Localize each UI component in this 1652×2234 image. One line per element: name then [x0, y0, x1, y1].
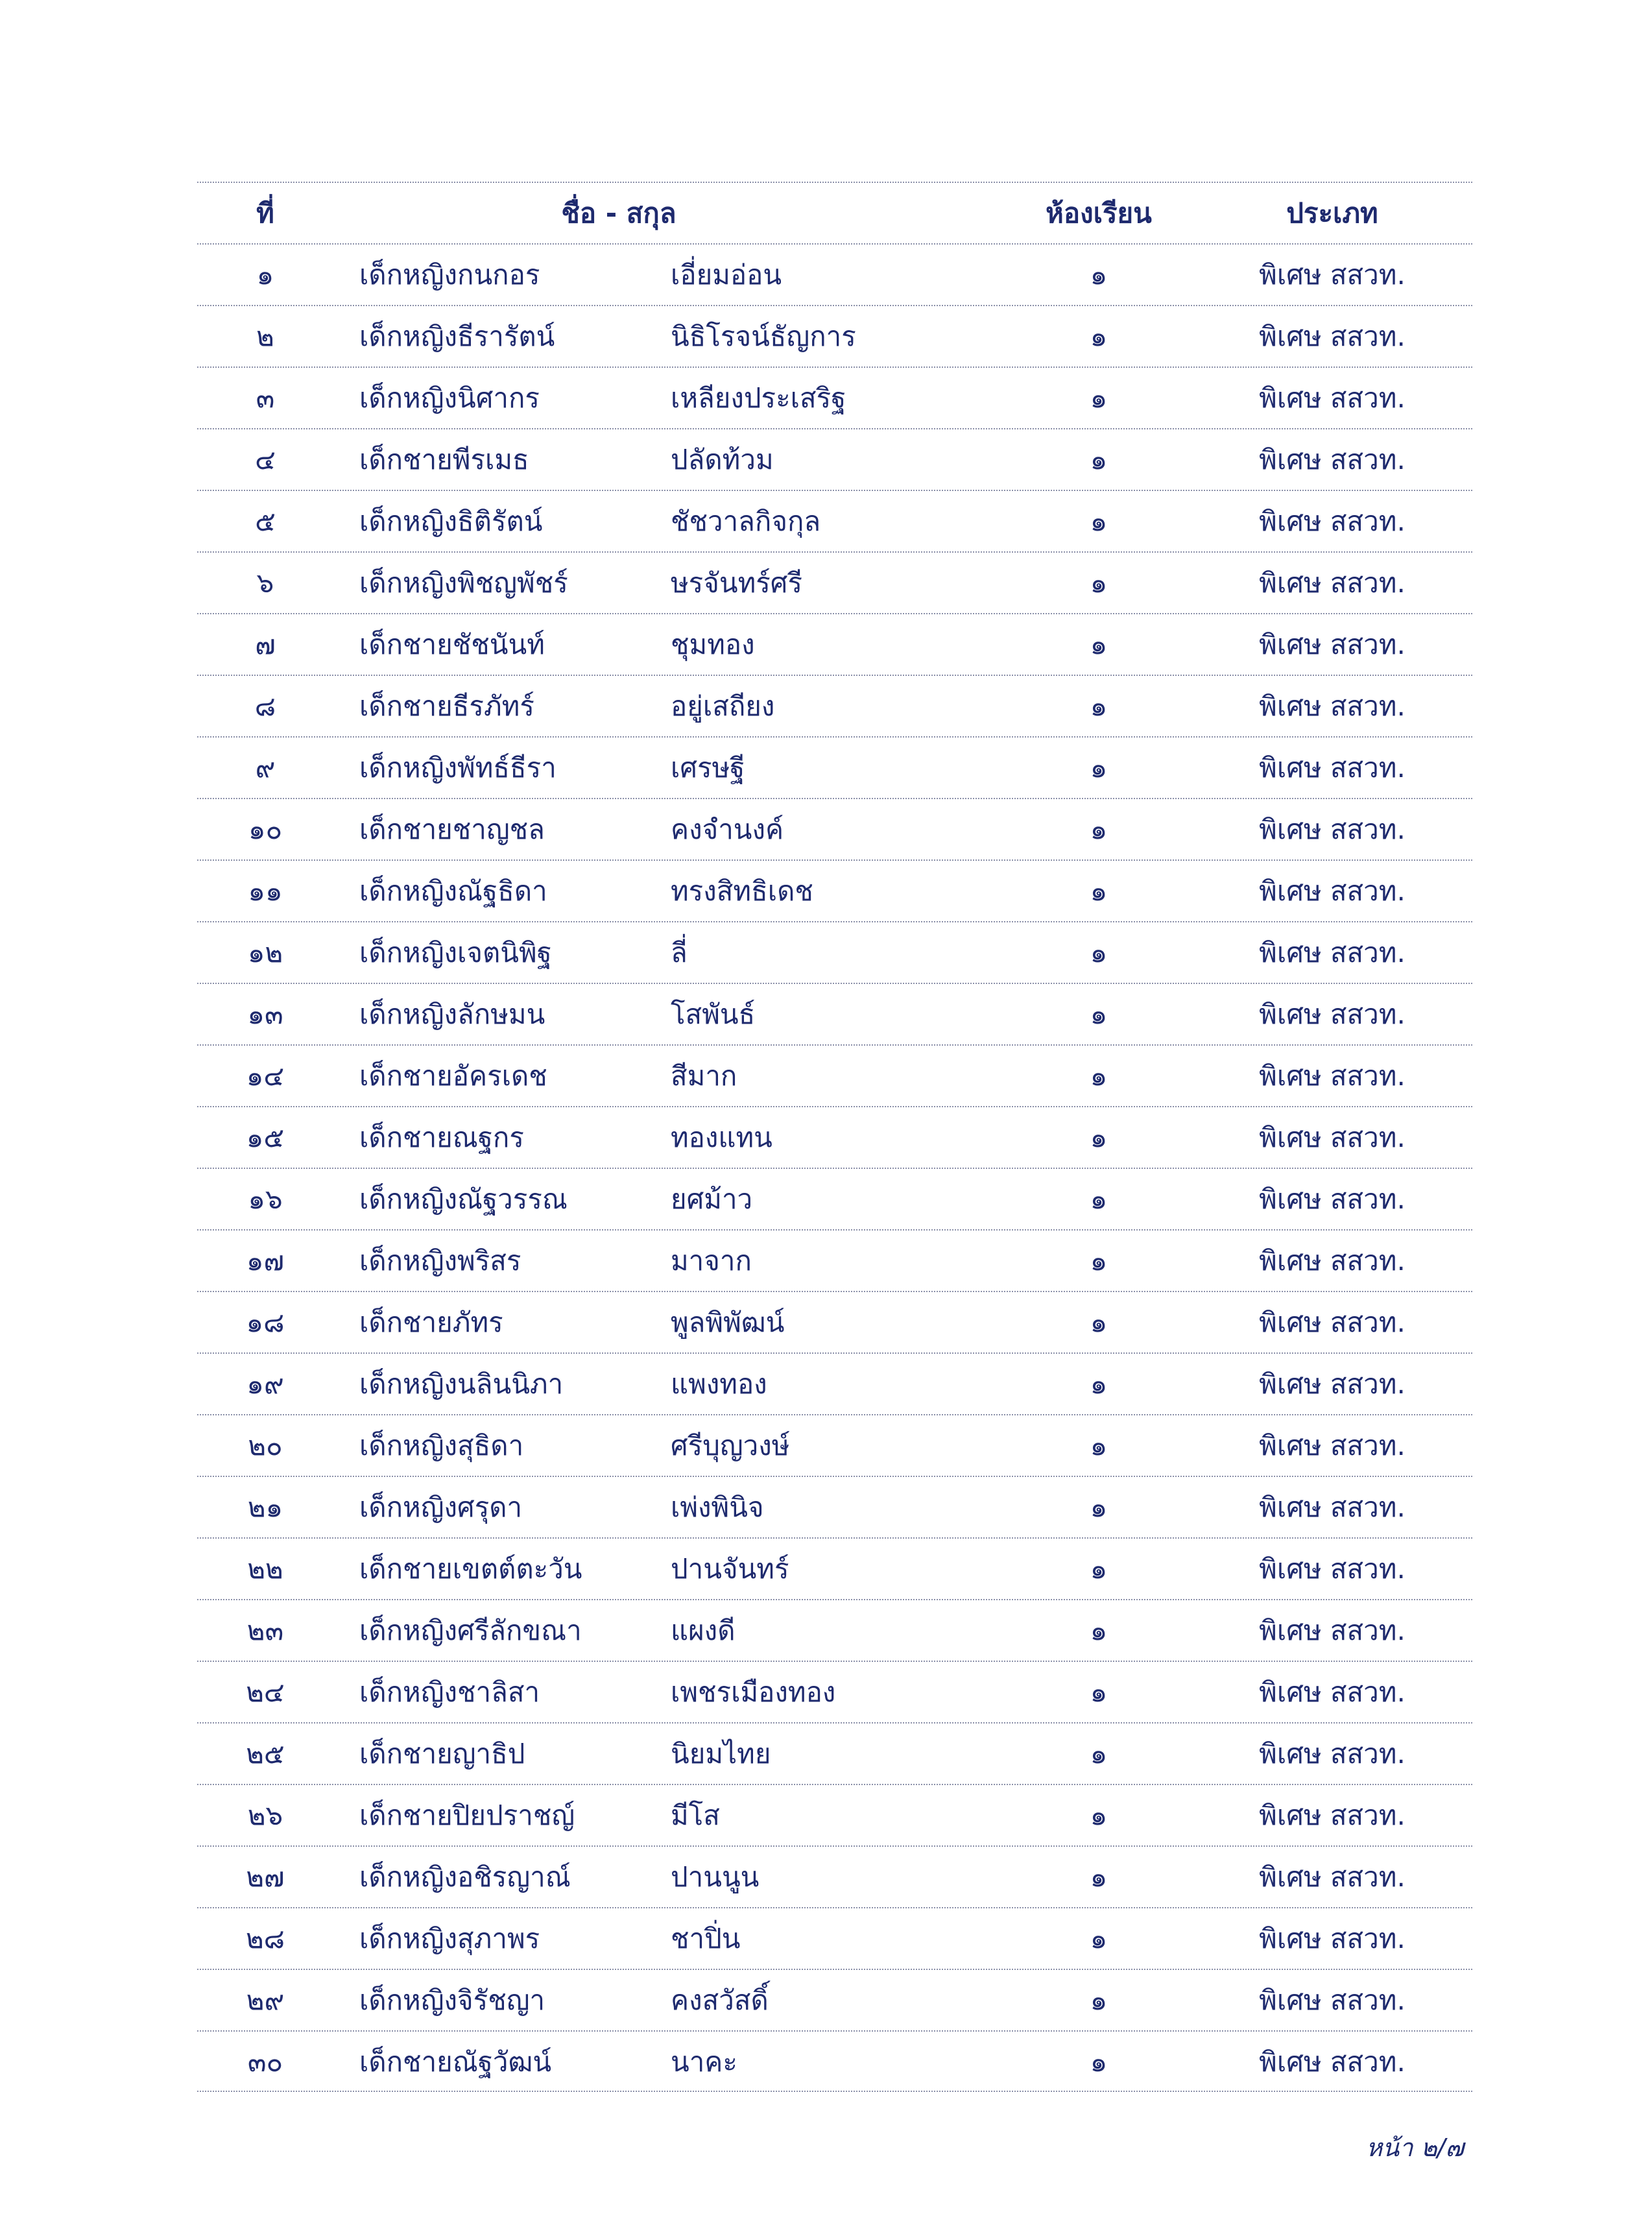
table-row [197, 1168, 1472, 1229]
classroom: ๑ [1090, 1122, 1108, 1153]
student-surname: แพงทอง [671, 1368, 767, 1400]
student-name: เด็กหญิงพัทธ์ธีรา [359, 752, 557, 784]
student-name: เด็กหญิงพริสร [359, 1245, 521, 1277]
classroom: ๑ [1090, 937, 1108, 968]
classroom: ๑ [1090, 1615, 1108, 1646]
table-row [197, 1784, 1472, 1845]
classroom: ๑ [1090, 1923, 1108, 1954]
row-number: ๒๗ [246, 1861, 285, 1893]
student-surname: ยศม้าว [671, 1183, 753, 1215]
row-number: ๑๒ [247, 937, 283, 968]
page-number: หน้า ๒/๗ [1366, 2133, 1464, 2162]
program-type: พิเศษ สสวท. [1259, 1553, 1406, 1585]
program-type: พิเศษ สสวท. [1259, 998, 1406, 1030]
row-number: ๒๖ [247, 1799, 283, 1831]
classroom: ๑ [1090, 1861, 1108, 1893]
program-type: พิเศษ สสวท. [1259, 1122, 1406, 1153]
classroom: ๑ [1090, 1553, 1108, 1585]
classroom: ๑ [1090, 444, 1108, 475]
student-surname: เพ่งพินิจ [671, 1491, 764, 1523]
student-surname: ชุมทอง [671, 629, 755, 660]
student-surname: คงสวัสดิ์ [671, 1984, 769, 2016]
table-row [197, 551, 1472, 613]
classroom: ๑ [1090, 813, 1108, 845]
table-row [197, 1229, 1472, 1291]
program-type: พิเศษ สสวท. [1259, 1861, 1406, 1893]
program-type: พิเศษ สสวท. [1259, 937, 1406, 968]
row-number: ๒๔ [246, 1676, 285, 1708]
row-number: ๑๘ [246, 1306, 285, 1338]
classroom: ๑ [1090, 998, 1108, 1030]
program-type: พิเศษ สสวท. [1259, 1368, 1406, 1400]
row-number: ๑๗ [246, 1245, 285, 1277]
student-surname: ทรงสิทธิเดช [671, 875, 813, 907]
row-number: ๒๓ [246, 1615, 284, 1646]
student-name: เด็กชายเขตต์ตะวัน [359, 1553, 582, 1585]
header-room: ห้องเรียน [1046, 197, 1152, 229]
program-type: พิเศษ สสวท. [1259, 1060, 1406, 1092]
row-number: ๑๔ [246, 1060, 285, 1092]
classroom: ๑ [1090, 752, 1108, 784]
classroom: ๑ [1090, 320, 1108, 352]
program-type: พิเศษ สสวท. [1259, 1245, 1406, 1277]
program-type: พิเศษ สสวท. [1259, 1615, 1406, 1646]
student-surname: นิธิโรจน์ธัญการ [671, 320, 856, 352]
classroom: ๑ [1090, 1245, 1108, 1277]
classroom: ๑ [1090, 1799, 1108, 1831]
program-type: พิเศษ สสวท. [1259, 1491, 1406, 1523]
program-type: พิเศษ สสวท. [1259, 875, 1406, 907]
program-type: พิเศษ สสวท. [1259, 1183, 1406, 1215]
student-name: เด็กชายธีรภัทร์ [359, 690, 534, 722]
student-surname: ชาปิ่น [671, 1923, 741, 1954]
classroom: ๑ [1090, 1430, 1108, 1461]
student-name: เด็กหญิงศรุดา [359, 1491, 523, 1523]
row-number: ๑๕ [246, 1122, 285, 1153]
student-surname: นาคะ [671, 2046, 737, 2078]
student-surname: ชัชวาลกิจกุล [671, 505, 821, 537]
student-name: เด็กหญิงธิติรัตน์ [359, 505, 543, 537]
table-row [197, 1352, 1472, 1414]
row-number: ๑๙ [246, 1368, 284, 1400]
program-type: พิเศษ สสวท. [1259, 320, 1406, 352]
program-type: พิเศษ สสวท. [1259, 1306, 1406, 1338]
student-surname: คงจำนงค์ [671, 813, 784, 845]
header-name: ชื่อ - สกุล [561, 197, 676, 229]
program-type: พิเศษ สสวท. [1259, 752, 1406, 784]
program-type: พิเศษ สสวท. [1259, 1738, 1406, 1770]
table-row [197, 736, 1472, 798]
table-row [197, 859, 1472, 921]
table-row [197, 1537, 1472, 1599]
table-row [197, 1907, 1472, 1969]
student-name: เด็กหญิงณัฐวรรณ [359, 1183, 568, 1215]
student-surname: ษรจันทร์ศรี [671, 567, 803, 599]
row-number: ๖ [256, 567, 274, 599]
student-surname: ศรีบุญวงษ์ [671, 1430, 790, 1461]
row-number: ๙ [255, 752, 276, 784]
classroom: ๑ [1090, 629, 1108, 660]
program-type: พิเศษ สสวท. [1259, 505, 1406, 537]
student-name: เด็กหญิงณัฐธิดา [359, 875, 547, 907]
row-number: ๒๐ [248, 1430, 283, 1461]
table-row [197, 1661, 1472, 1722]
student-name: เด็กชายณัฐวัฒน์ [359, 2046, 552, 2078]
row-number: ๑๓ [247, 998, 283, 1030]
program-type: พิเศษ สสวท. [1259, 259, 1406, 291]
row-number: ๗ [255, 629, 276, 660]
row-number: ๒๙ [246, 1984, 285, 2016]
student-name: เด็กหญิงนลินนิภา [359, 1368, 564, 1400]
student-name: เด็กหญิงธีรารัตน์ [359, 320, 555, 352]
student-surname: เอี่ยมอ่อน [671, 259, 782, 291]
student-surname: ปลัดท้วม [671, 444, 774, 475]
student-name: เด็กชายชาญชล [359, 813, 545, 845]
student-surname: สีมาก [671, 1060, 737, 1092]
classroom: ๑ [1090, 875, 1108, 907]
row-number: ๑ [256, 259, 274, 291]
header-type: ประเภท [1286, 197, 1378, 229]
row-number: ๑๐ [248, 813, 283, 845]
program-type: พิเศษ สสวท. [1259, 690, 1406, 722]
student-name: เด็กหญิงพิชญพัชร์ [359, 567, 568, 599]
classroom: ๑ [1090, 1183, 1108, 1215]
row-number: ๒ [256, 320, 274, 352]
classroom: ๑ [1090, 567, 1108, 599]
student-surname: ปานจันทร์ [671, 1553, 789, 1585]
program-type: พิเศษ สสวท. [1259, 1799, 1406, 1831]
table-row [197, 243, 1472, 305]
row-number: ๒๑ [247, 1491, 283, 1523]
student-surname: ปานนูน [671, 1861, 760, 1893]
classroom: ๑ [1090, 1676, 1108, 1708]
classroom: ๑ [1090, 1984, 1108, 2016]
classroom: ๑ [1090, 690, 1108, 722]
table-row [197, 1044, 1472, 1106]
student-name: เด็กหญิงนิศากร [359, 382, 540, 414]
program-type: พิเศษ สสวท. [1259, 1984, 1406, 2016]
classroom: ๑ [1090, 259, 1108, 291]
student-surname: เพชรเมืองทอง [671, 1676, 836, 1708]
table-row [197, 675, 1472, 736]
program-type: พิเศษ สสวท. [1259, 1430, 1406, 1461]
program-type: พิเศษ สสวท. [1259, 444, 1406, 475]
table-row [197, 613, 1472, 675]
student-list-table [197, 182, 1472, 2092]
student-name: เด็กหญิงสุภาพร [359, 1923, 540, 1954]
table-row [197, 1599, 1472, 1661]
table-row [197, 2030, 1472, 2092]
student-name: เด็กหญิงลักษมน [359, 998, 545, 1030]
header-no: ที่ [256, 197, 274, 229]
student-name: เด็กชายปิยปราชญ์ [359, 1799, 575, 1831]
table-row [197, 1969, 1472, 2030]
row-number: ๒๒ [247, 1553, 283, 1585]
student-surname: พูลพิพัฒน์ [671, 1306, 785, 1338]
student-name: เด็กชายพีรเมธ [359, 444, 529, 475]
classroom: ๑ [1090, 1060, 1108, 1092]
student-name: เด็กหญิงเจตนิพิฐ [359, 937, 552, 968]
table-row [197, 1414, 1472, 1476]
classroom: ๑ [1090, 382, 1108, 414]
table-body [197, 243, 1472, 2092]
student-name: เด็กชายญาธิป [359, 1738, 525, 1770]
student-surname: ลี่ [671, 937, 688, 968]
table-row [197, 366, 1472, 428]
classroom: ๑ [1090, 505, 1108, 537]
student-name: เด็กหญิงจิรัชญา [359, 1984, 545, 2016]
row-number: ๕ [255, 505, 276, 537]
table-row [197, 921, 1472, 983]
classroom: ๑ [1090, 1738, 1108, 1770]
student-surname: เศรษฐี [671, 752, 745, 784]
program-type: พิเศษ สสวท. [1259, 813, 1406, 845]
row-number: ๓๐ [247, 2046, 283, 2078]
classroom: ๑ [1090, 1306, 1108, 1338]
student-surname: ทองแทน [671, 1122, 772, 1153]
table-row [197, 428, 1472, 490]
student-name: เด็กชายณฐกร [359, 1122, 524, 1153]
student-name: เด็กหญิงศรีลักขณา [359, 1615, 582, 1646]
program-type: พิเศษ สสวท. [1259, 1676, 1406, 1708]
student-surname: เหลียงประเสริฐ [671, 382, 846, 414]
student-name: เด็กหญิงชาลิสา [359, 1676, 540, 1708]
student-name: เด็กชายชัชนันท์ [359, 629, 545, 660]
student-name: เด็กชายอัครเดช [359, 1060, 547, 1092]
student-surname: อยู่เสถียง [671, 690, 775, 722]
student-name: เด็กหญิงอชิรญาณ์ [359, 1861, 571, 1893]
table-row [197, 798, 1472, 859]
program-type: พิเศษ สสวท. [1259, 2046, 1406, 2078]
student-name: เด็กหญิงสุธิดา [359, 1430, 524, 1461]
student-surname: แผงดี [671, 1615, 736, 1646]
row-number: ๑๑ [248, 875, 283, 907]
row-number: ๘ [254, 690, 276, 722]
table-row [197, 983, 1472, 1044]
table-header-row [197, 182, 1472, 243]
student-name: เด็กหญิงกนกอร [359, 259, 540, 291]
student-surname: โสพันธ์ [671, 998, 756, 1030]
row-number: ๒๘ [245, 1923, 285, 1954]
table-row [197, 1476, 1472, 1537]
program-type: พิเศษ สสวท. [1259, 567, 1406, 599]
table-row [197, 1291, 1472, 1352]
table-row [197, 1845, 1472, 1907]
classroom: ๑ [1090, 2046, 1108, 2078]
row-number: ๓ [256, 382, 275, 414]
row-number: ๔ [255, 444, 276, 475]
row-number: ๒๕ [246, 1738, 285, 1770]
student-name: เด็กชายภัทร [359, 1306, 503, 1338]
student-surname: นิยมไทย [671, 1738, 771, 1770]
classroom: ๑ [1090, 1491, 1108, 1523]
student-surname: มาจาก [671, 1245, 752, 1277]
classroom: ๑ [1090, 1368, 1108, 1400]
row-number: ๑๖ [248, 1183, 283, 1215]
table-row [197, 1722, 1472, 1784]
table-row [197, 305, 1472, 366]
table-row [197, 490, 1472, 551]
table-row [197, 1106, 1472, 1168]
student-surname: มีโส [671, 1799, 720, 1831]
program-type: พิเศษ สสวท. [1259, 629, 1406, 660]
program-type: พิเศษ สสวท. [1259, 382, 1406, 414]
program-type: พิเศษ สสวท. [1259, 1923, 1406, 1954]
